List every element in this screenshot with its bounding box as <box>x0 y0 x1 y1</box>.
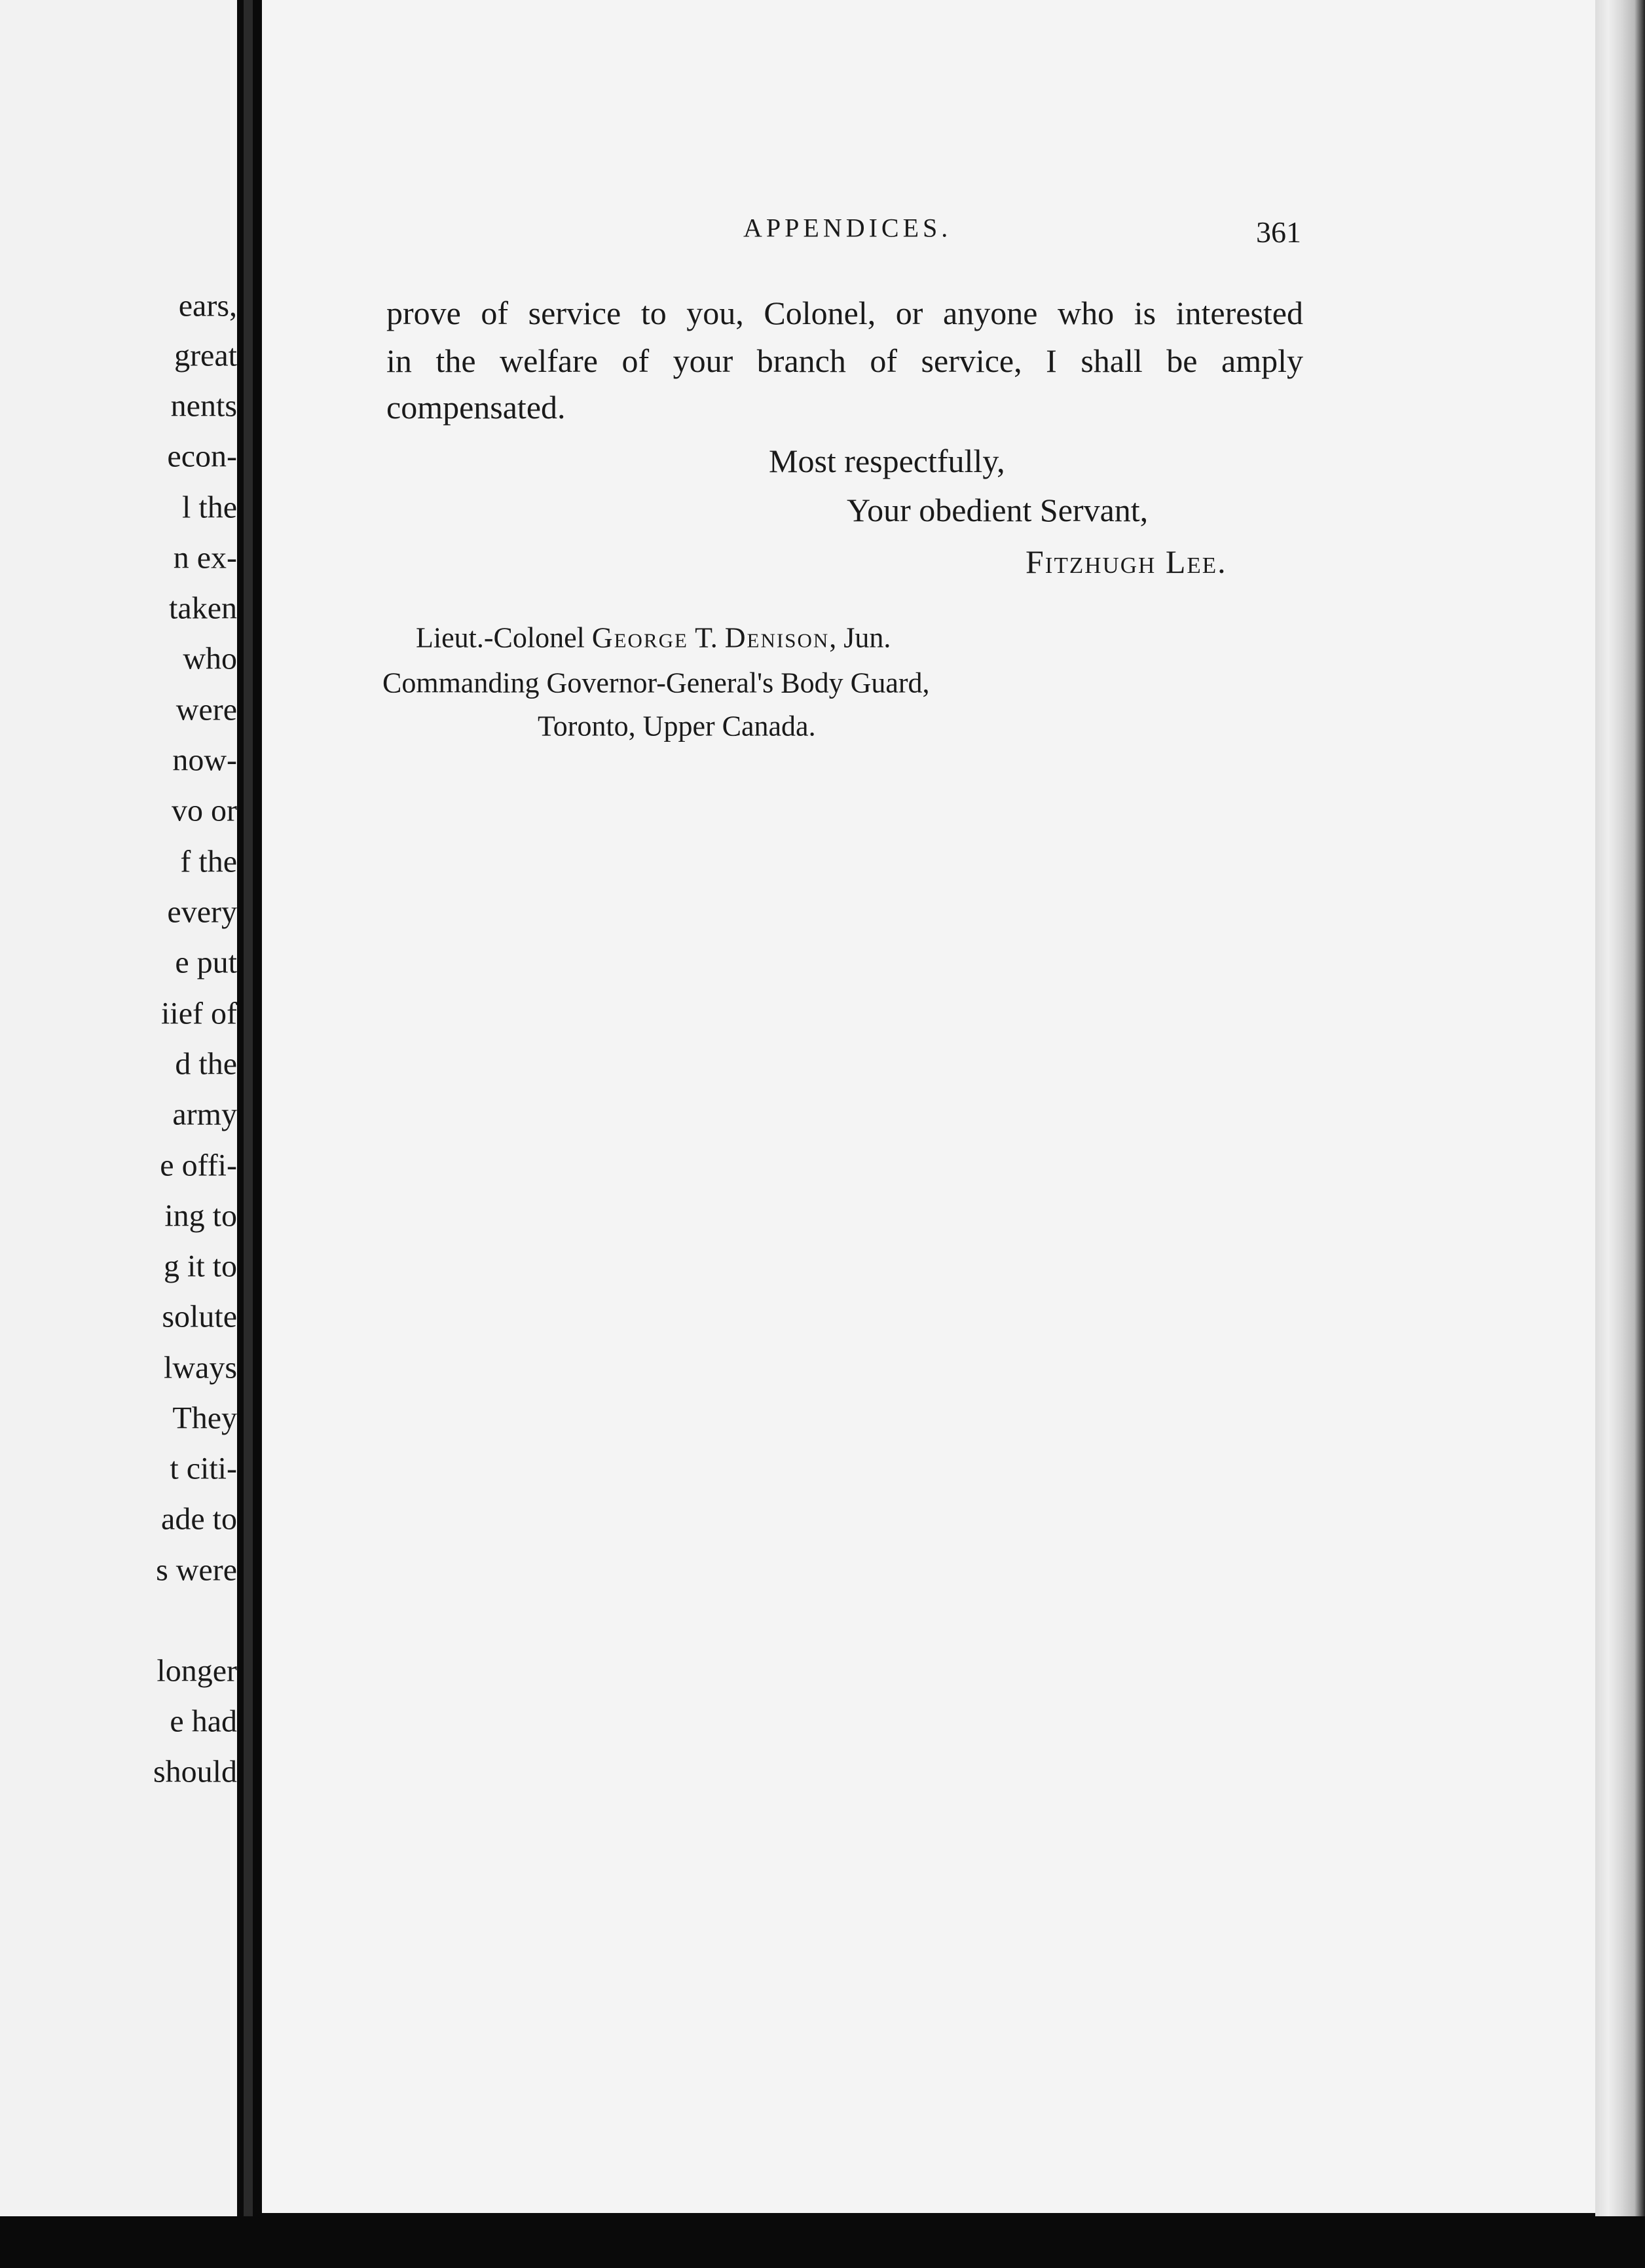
address-prefix: Lieut.-Colonel <box>416 621 592 654</box>
letter-line: prove of service to you, Colonel, or anyone who is interested <box>386 295 1303 331</box>
left-page-line: t citi- <box>170 1451 237 1486</box>
left-page <box>0 0 237 2216</box>
left-page-line: ade to <box>161 1501 237 1537</box>
letter-line: in the welfare of your branch of service, I shall be amply <box>386 342 1303 379</box>
left-page-line: g it to <box>163 1249 237 1284</box>
left-page-line: They <box>172 1400 237 1436</box>
left-page-line: ing to <box>164 1198 237 1234</box>
left-page-line: taken <box>169 591 237 626</box>
page-number: 361 <box>1256 215 1301 249</box>
left-page-line: were <box>176 692 237 727</box>
left-page-line: great <box>174 338 237 373</box>
left-page-line: longer <box>157 1653 237 1689</box>
left-page-line: lways <box>164 1350 237 1385</box>
left-page-line: l the <box>182 490 237 525</box>
bottom-edge <box>0 2216 1645 2268</box>
left-page-line: s were <box>156 1552 237 1588</box>
left-page-line: f the <box>180 844 237 879</box>
address-line: Toronto, Upper Canada. <box>538 710 816 742</box>
left-page-line: who <box>183 641 237 676</box>
left-page-line: should <box>153 1754 237 1789</box>
page-edge <box>1595 0 1645 2268</box>
address-surname: Denison <box>724 621 830 654</box>
closing-servant: Your obedient Servant, <box>847 492 1149 528</box>
left-page-line: e put <box>175 945 237 980</box>
right-page <box>262 0 1598 2213</box>
letter-line: compensated. <box>386 389 566 426</box>
running-head: APPENDICES. <box>743 213 952 243</box>
left-page-line: iief of <box>161 996 237 1031</box>
left-page-line: e had <box>170 1704 237 1739</box>
address-given-name: George <box>591 621 688 654</box>
left-page-line: e offi- <box>160 1148 237 1183</box>
address-suffix: , Jun. <box>829 621 891 654</box>
left-page-line: army <box>172 1097 237 1132</box>
left-page-line: vo or <box>172 793 237 828</box>
closing-salutation: Most respectfully, <box>769 443 1005 479</box>
left-page-line: ears, <box>178 288 237 323</box>
signature: Fitzhugh Lee. <box>1026 543 1227 580</box>
address-initial: T. <box>688 621 725 654</box>
gutter-edge <box>244 0 253 2216</box>
left-page-line: d the <box>175 1046 237 1082</box>
left-page-line: every <box>167 894 237 930</box>
left-page-line: n ex- <box>173 540 237 576</box>
left-page-line: solute <box>162 1299 237 1334</box>
address-line <box>416 623 891 652</box>
address-line: Commanding Governor-General's Body Guard, <box>382 667 930 699</box>
left-page-line: econ- <box>167 439 237 474</box>
left-page-line: now- <box>172 742 237 778</box>
left-page-line: nents <box>170 388 237 424</box>
